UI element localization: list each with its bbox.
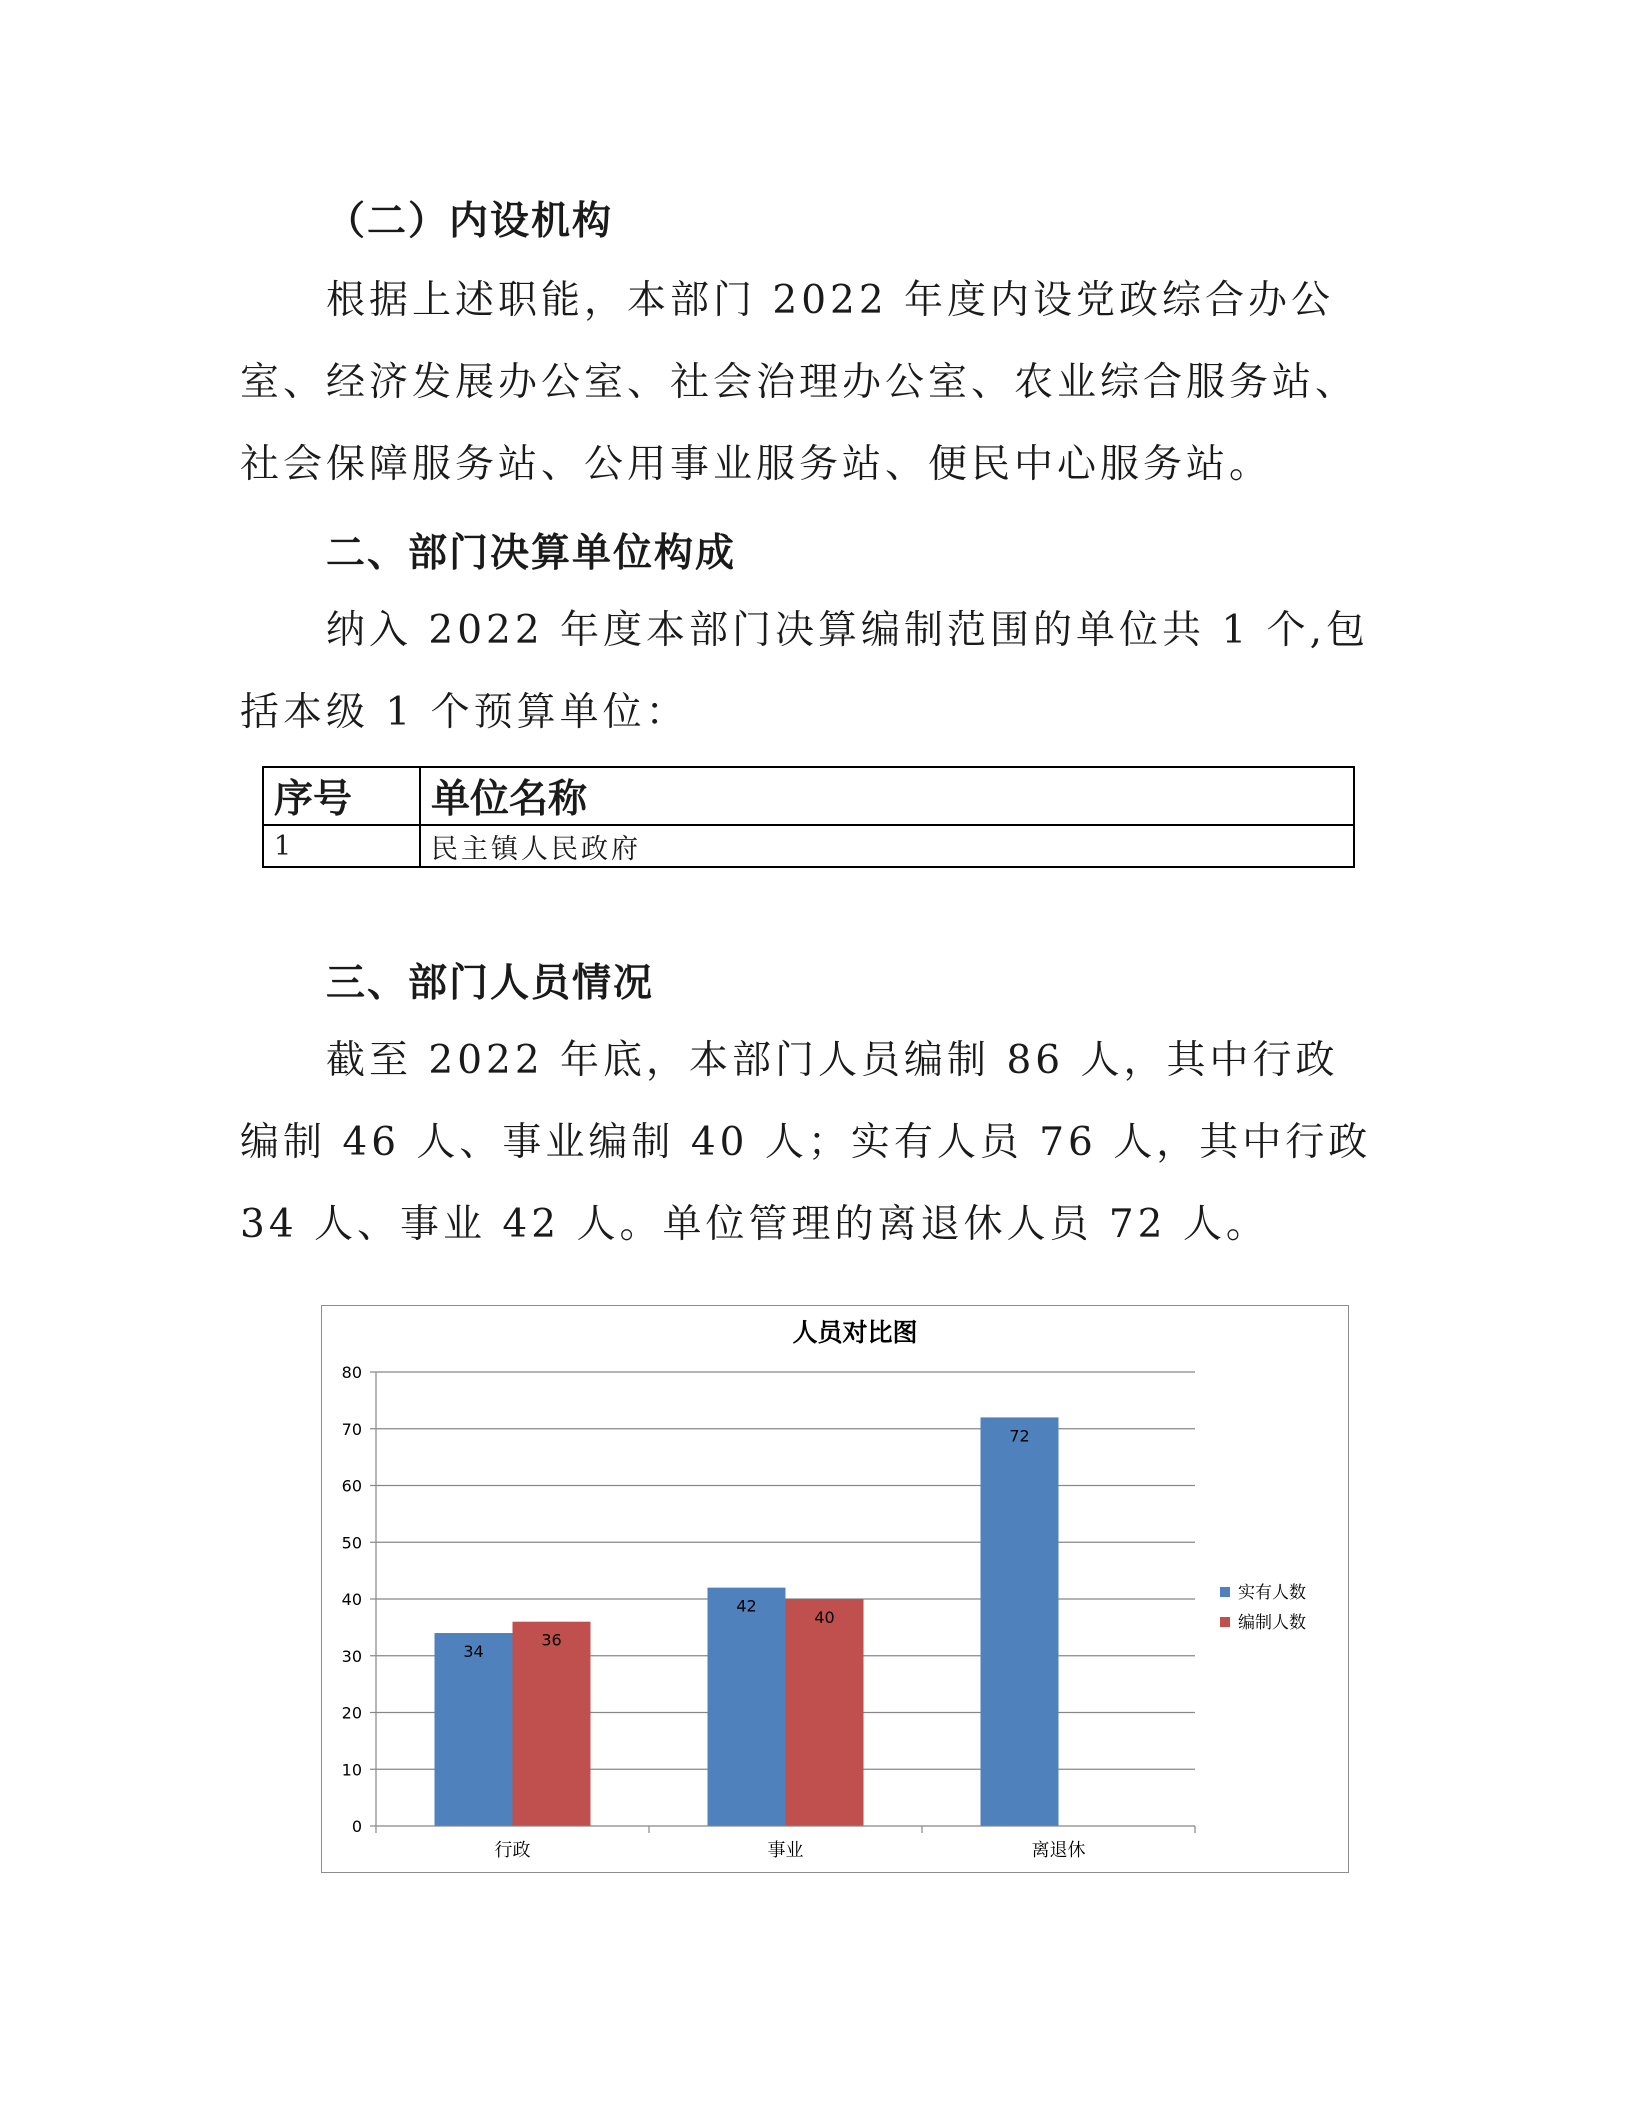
y-tick-label: 30 xyxy=(341,1646,362,1666)
bar-actual xyxy=(708,1588,786,1826)
y-tick-label: 0 xyxy=(351,1817,362,1836)
bar-authorized xyxy=(786,1599,864,1826)
staff-comparison-chart xyxy=(321,1305,1349,1873)
data-label: 42 xyxy=(736,1596,757,1616)
table-header-index: 序号 xyxy=(263,767,420,825)
legend-swatch xyxy=(1220,1617,1230,1627)
y-tick-label: 40 xyxy=(341,1590,362,1609)
data-label: 72 xyxy=(1009,1426,1030,1446)
chart-legend xyxy=(1220,1583,1306,1633)
table-header-row xyxy=(263,767,1354,825)
legend-swatch xyxy=(1220,1587,1230,1597)
units-heading: 二、部门决算单位构成 xyxy=(326,531,737,576)
data-label: 40 xyxy=(814,1608,835,1627)
y-tick-label: 50 xyxy=(341,1533,362,1553)
bar-authorized xyxy=(513,1622,591,1826)
y-tick-label: 60 xyxy=(341,1476,362,1496)
legend-label: 编制人数 xyxy=(1238,1613,1306,1633)
bar-actual xyxy=(435,1633,513,1826)
data-label: 36 xyxy=(541,1630,562,1650)
chart-bars xyxy=(435,1417,1059,1826)
table-cell-name: 民主镇人民政府 xyxy=(420,825,1354,867)
x-tick-label: 离退休 xyxy=(1031,1840,1086,1861)
chart-svg xyxy=(322,1306,1348,1872)
legend-label: 实有人数 xyxy=(1238,1583,1306,1603)
y-tick-label: 80 xyxy=(341,1363,362,1382)
internal-body: 根据上述职能，本部门 2022 年度内设党政综合办公室、经济发展办公室、社会治理办公室、农业综合服务站、社会保障服务站、公用事业服务站、便民中心服务站。 xyxy=(240,278,1359,487)
data-label: 34 xyxy=(463,1642,484,1662)
staff-heading: 三、部门人员情况 xyxy=(326,961,655,1006)
units-body: 纳入 2022 年度本部门决算编制范围的单位共 1 个,包括本级 1 个预算单位： xyxy=(240,608,1370,735)
chart-title: 人员对比图 xyxy=(792,1318,918,1347)
y-tick-label: 20 xyxy=(341,1703,362,1723)
y-tick-label: 10 xyxy=(341,1760,362,1780)
units-table xyxy=(262,766,1355,868)
table-cell-index: 1 xyxy=(263,825,420,867)
table-header-name: 单位名称 xyxy=(420,767,1354,825)
staff-body: 截至 2022 年底，本部门人员编制 86 人，其中行政编制 46 人、事业编制 40 人；实有人员 76 人，其中行政 34 人、事业 42 人。单位管理的离退休人员 72 人。 xyxy=(240,1038,1372,1247)
internal-heading: （二）内设机构 xyxy=(326,198,614,244)
x-tick-label: 事业 xyxy=(767,1840,804,1861)
y-tick-label: 70 xyxy=(341,1419,362,1439)
table-row xyxy=(263,825,1354,867)
bar-actual xyxy=(981,1417,1059,1826)
x-tick-label: 行政 xyxy=(494,1840,531,1861)
